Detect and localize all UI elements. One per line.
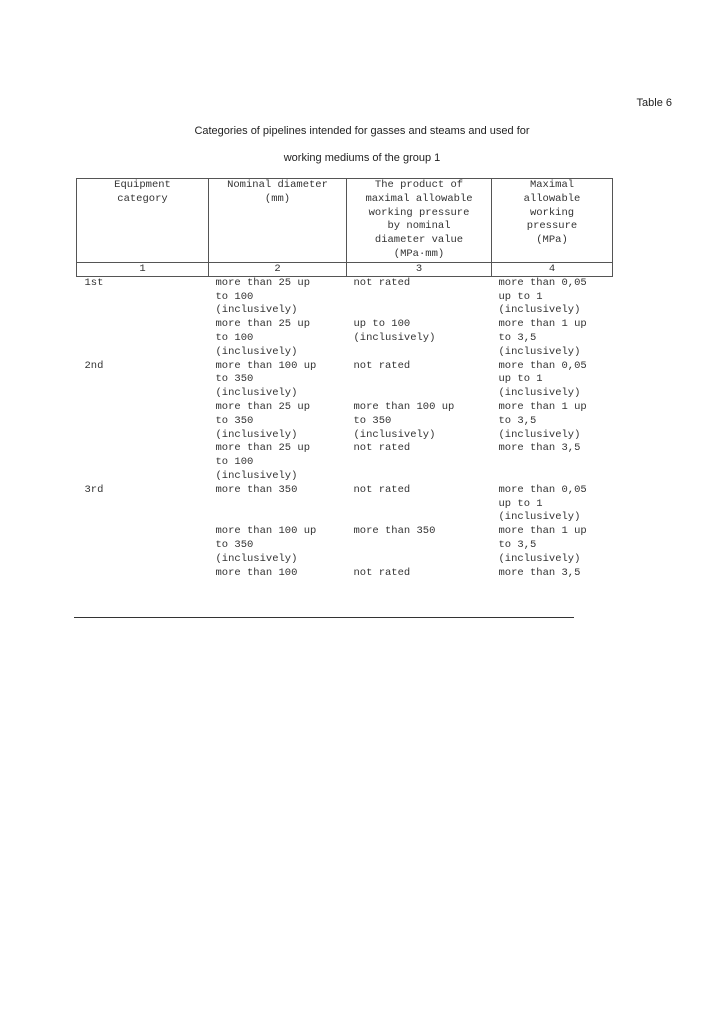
table-row [77, 567, 613, 581]
table-row [77, 360, 613, 401]
cell-product: not rated [353, 359, 411, 372]
cell-diameter: more than 25 up to 100 (inclusively) [215, 276, 311, 317]
cell-category [77, 567, 209, 581]
cell-pressure: more than 3,5 [498, 442, 581, 455]
cell-diameter: more than 100 up to 350 (inclusively) [215, 359, 317, 400]
cell-diameter: more than 25 up to 350 (inclusively) [215, 400, 311, 441]
column-number: 4 [492, 262, 613, 276]
table-number-label: Table 6 [636, 97, 672, 109]
header-equipment-category: Equipment category [77, 179, 209, 263]
cell-pressure: more than 0,05 up to 1 (inclusively) [498, 483, 587, 524]
cell-category [77, 442, 209, 483]
header-pressure-diameter-product: The product of maximal allowable working pressure by nominal diameter value (MPa·mm) [347, 179, 492, 263]
column-number-row [77, 262, 613, 276]
header-nominal-diameter: Nominal diameter (mm) [209, 179, 347, 263]
table-caption-line-2: working mediums of the group 1 [283, 152, 441, 164]
cell-product: more than 100 up to 350 (inclusively) [353, 400, 455, 441]
table-caption-line-1: Categories of pipelines intended for gasses and steams and used for [194, 125, 530, 137]
cell-category: 3rd [84, 483, 104, 496]
cell-diameter: more than 25 up to 100 (inclusively) [215, 318, 311, 358]
column-number: 2 [209, 262, 347, 276]
table-header-row [77, 179, 613, 263]
column-number: 3 [347, 262, 492, 276]
cell-category [77, 525, 209, 566]
cell-category [77, 318, 209, 359]
cell-pressure: more than 0,05 up to 1 (inclusively) [498, 276, 587, 317]
cell-diameter: more than 350 [215, 483, 298, 496]
cell-product: not rated [353, 276, 411, 289]
cell-pressure: more than 1 up to 3,5 (inclusively) [498, 318, 587, 358]
table-row [77, 484, 613, 525]
cell-category: 2nd [84, 359, 104, 372]
cell-category: 1st [84, 276, 104, 289]
cell-pressure: more than 3,5 [498, 566, 581, 579]
cell-diameter: more than 25 up to 100 (inclusively) [215, 442, 311, 482]
cell-diameter: more than 100 up to 350 (inclusively) [215, 525, 317, 565]
header-maximal-pressure: Maximal allowable working pressure (MPa) [492, 179, 613, 263]
cell-product: not rated [353, 483, 411, 496]
cell-diameter: more than 100 [215, 566, 298, 579]
footnote-separator-line [74, 617, 574, 618]
table-row [77, 442, 613, 483]
table-row [77, 318, 613, 359]
table-row [77, 401, 613, 442]
cell-pressure: more than 1 up to 3,5 (inclusively) [498, 525, 587, 565]
cell-product: more than 350 [353, 525, 436, 538]
cell-category [77, 401, 209, 442]
table-row [77, 276, 613, 318]
cell-pressure: more than 1 up to 3,5 (inclusively) [498, 400, 587, 441]
table-row [77, 525, 613, 566]
cell-product: up to 100 (inclusively) [353, 318, 436, 344]
column-number: 1 [77, 262, 209, 276]
cell-product: not rated [353, 566, 411, 579]
cell-product: not rated [353, 442, 411, 455]
cell-pressure: more than 0,05 up to 1 (inclusively) [498, 359, 587, 400]
pipeline-categories-table [76, 178, 613, 580]
